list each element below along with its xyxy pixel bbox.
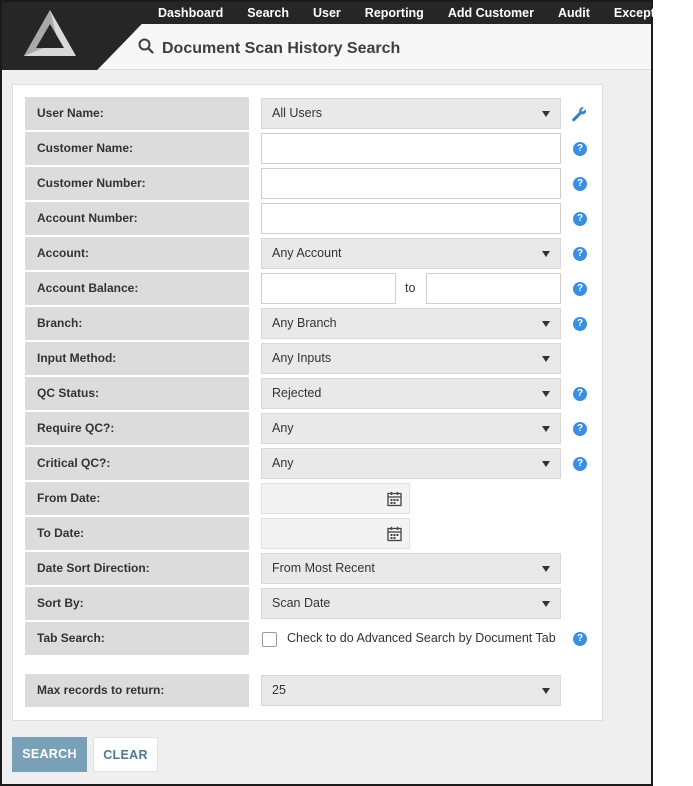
- chevron-down-icon: [542, 321, 550, 327]
- page-title: Document Scan History Search: [162, 39, 401, 57]
- require-qc-select[interactable]: [261, 413, 561, 444]
- chevron-down-icon: [542, 601, 550, 607]
- chevron-down-icon: [542, 111, 550, 117]
- help-icon[interactable]: ?: [573, 457, 587, 471]
- account-balance-label: Account Balance:: [25, 272, 249, 305]
- row-max-records: [25, 674, 595, 707]
- row-account-number: [25, 202, 595, 235]
- from-date-input[interactable]: [261, 483, 410, 514]
- clear-button[interactable]: CLEAR: [93, 737, 158, 772]
- tab-search-checkbox[interactable]: [262, 632, 277, 647]
- search-button[interactable]: SEARCH: [12, 737, 87, 772]
- row-qc-status: [25, 377, 595, 410]
- require-qc-label: Require QC?:: [25, 412, 249, 445]
- chevron-down-icon: [542, 566, 550, 572]
- row-date-sort-direction: [25, 552, 595, 585]
- chevron-down-icon: [542, 391, 550, 397]
- row-to-date: [25, 517, 595, 550]
- help-icon[interactable]: ?: [573, 212, 587, 226]
- customer-name-label: Customer Name:: [25, 132, 249, 165]
- help-icon[interactable]: ?: [573, 177, 587, 191]
- critical-qc-select[interactable]: [261, 448, 561, 479]
- date-sort-direction-select[interactable]: [261, 553, 561, 584]
- account-select[interactable]: [261, 238, 561, 269]
- max-records-label: Max records to return:: [25, 674, 249, 707]
- help-icon[interactable]: ?: [573, 247, 587, 261]
- wrench-icon[interactable]: [571, 106, 587, 127]
- row-branch: [25, 307, 595, 340]
- row-sort-by: [25, 587, 595, 620]
- critical-qc-label: Critical QC?:: [25, 447, 249, 480]
- date-sort-direction-value: From Most Recent: [272, 561, 375, 575]
- nav-item-add-customer[interactable]: Add Customer: [447, 6, 534, 20]
- chevron-down-icon: [542, 251, 550, 257]
- qc-status-select[interactable]: [261, 378, 561, 409]
- chevron-down-icon: [542, 688, 550, 694]
- row-tab-search: [25, 622, 595, 655]
- search-form-panel: [12, 84, 603, 721]
- row-input-method: [25, 342, 595, 375]
- account-balance-from-input[interactable]: [261, 273, 396, 304]
- chevron-down-icon: [542, 356, 550, 362]
- input-method-select[interactable]: [261, 343, 561, 374]
- input-method-label: Input Method:: [25, 342, 249, 375]
- customer-number-input[interactable]: [261, 168, 561, 199]
- max-records-value: 25: [272, 683, 286, 697]
- help-icon[interactable]: ?: [573, 317, 587, 331]
- nav-item-audit[interactable]: Audit: [557, 6, 590, 20]
- critical-qc-value: Any: [272, 456, 294, 470]
- date-sort-direction-label: Date Sort Direction:: [25, 552, 249, 585]
- user-name-select[interactable]: [261, 98, 561, 129]
- row-user-name: [25, 97, 595, 130]
- to-date-label: To Date:: [25, 517, 249, 550]
- sort-by-value: Scan Date: [272, 596, 331, 610]
- page-title-group: [138, 38, 400, 59]
- branch-value: Any Branch: [272, 316, 337, 330]
- logo-icon: [20, 8, 80, 60]
- help-icon[interactable]: ?: [573, 632, 587, 646]
- search-icon: [138, 38, 154, 59]
- nav-menu: [146, 2, 693, 24]
- user-name-label: User Name:: [25, 97, 249, 130]
- nav-item-user[interactable]: User: [313, 6, 341, 20]
- nav-item-search[interactable]: Search: [247, 6, 289, 20]
- account-balance-to-label: to: [405, 281, 416, 295]
- customer-name-input[interactable]: [261, 133, 561, 164]
- require-qc-value: Any: [272, 421, 294, 435]
- help-icon[interactable]: ?: [573, 142, 587, 156]
- user-name-value: All Users: [272, 106, 323, 120]
- row-account: [25, 237, 595, 270]
- row-critical-qc: [25, 447, 595, 480]
- account-balance-to-input[interactable]: [426, 273, 561, 304]
- sort-by-select[interactable]: [261, 588, 561, 619]
- customer-number-label: Customer Number:: [25, 167, 249, 200]
- row-require-qc: [25, 412, 595, 445]
- calendar-icon[interactable]: [387, 526, 402, 542]
- input-method-value: Any Inputs: [272, 351, 332, 365]
- chevron-down-icon: [542, 426, 550, 432]
- qc-status-label: QC Status:: [25, 377, 249, 410]
- calendar-icon[interactable]: [387, 491, 402, 507]
- nav-item-reporting[interactable]: Reporting: [364, 6, 424, 20]
- sort-by-label: Sort By:: [25, 587, 249, 620]
- max-records-select[interactable]: [261, 675, 561, 706]
- qc-status-value: Rejected: [272, 386, 322, 400]
- tab-search-checkbox-label[interactable]: Check to do Advanced Search by Document Tab: [287, 631, 556, 645]
- to-date-input[interactable]: [261, 518, 410, 549]
- help-icon[interactable]: ?: [573, 282, 587, 296]
- account-label: Account:: [25, 237, 249, 270]
- nav-item-dashboard[interactable]: Dashboard: [158, 6, 224, 20]
- tab-search-label: Tab Search:: [25, 622, 249, 655]
- row-customer-number: [25, 167, 595, 200]
- account-number-input[interactable]: [261, 203, 561, 234]
- chevron-down-icon: [542, 461, 550, 467]
- help-icon[interactable]: ?: [573, 387, 587, 401]
- row-account-balance: [25, 272, 595, 305]
- help-icon[interactable]: ?: [573, 422, 587, 436]
- branch-select[interactable]: [261, 308, 561, 339]
- branch-label: Branch:: [25, 307, 249, 340]
- row-from-date: [25, 482, 595, 515]
- account-number-label: Account Number:: [25, 202, 249, 235]
- row-customer-name: [25, 132, 595, 165]
- nav-item-exceptions[interactable]: Exceptions: [613, 6, 681, 20]
- from-date-label: From Date:: [25, 482, 249, 515]
- account-value: Any Account: [272, 246, 342, 260]
